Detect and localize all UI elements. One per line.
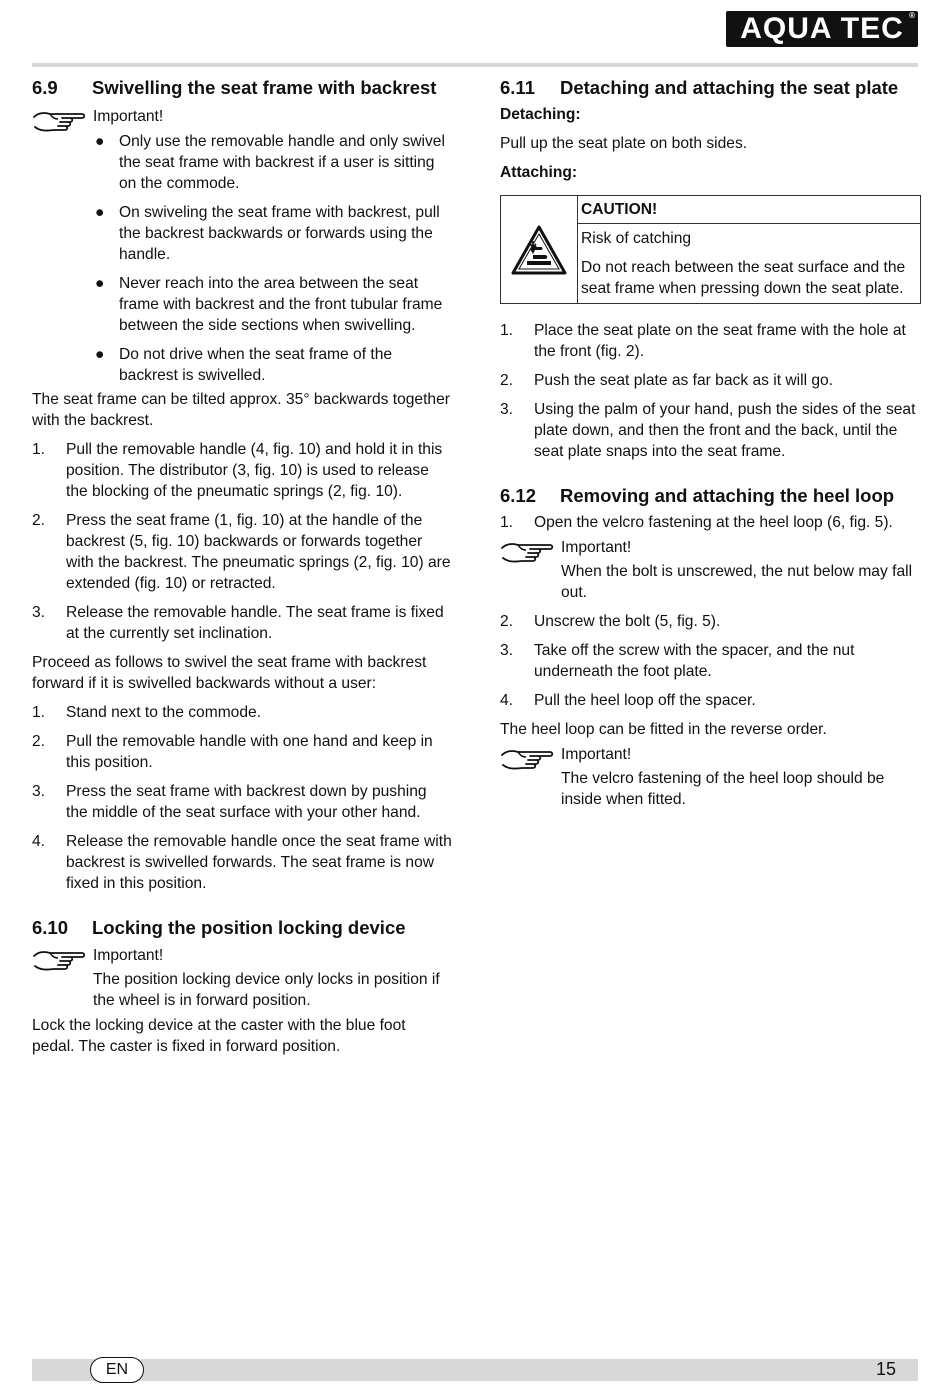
section-number: 6.12: [500, 485, 537, 506]
body-paragraph: Proceed as follows to swivel the seat frame with backrest forward if it is swivelled backwards without a user:: [32, 654, 427, 692]
bullet-text: Only use the removable handle and only swivel the seat frame with backrest if a user is sitting on the commode.: [119, 133, 445, 192]
step-item: [500, 512, 920, 533]
bullet-text: Do not drive when the seat frame of the backrest is swivelled.: [119, 346, 393, 384]
step-item: [32, 602, 452, 644]
right-column: [500, 76, 920, 810]
step-number: 3.: [500, 642, 514, 659]
step-number: 2.: [500, 613, 514, 630]
caution-box: [500, 195, 921, 304]
caution-text: Do not reach between the seat surface and the seat frame when pressing down the seat plate.: [581, 259, 906, 297]
language-badge: EN: [90, 1357, 144, 1383]
step-text: Place the seat plate on the seat frame with the hole at the front (fig. 2).: [534, 322, 906, 360]
bullet-text: On swiveling the seat frame with backrest, pull the backrest backwards or forwards using the handle.: [119, 204, 440, 263]
important-note: [32, 946, 452, 1011]
left-column: [32, 76, 452, 1057]
body-paragraph: The heel loop can be fitted in the reverse order.: [500, 721, 827, 738]
step-number: 2.: [500, 372, 514, 389]
pointing-hand-icon: [500, 538, 556, 568]
bullet-dot: ●: [95, 275, 105, 292]
section-6-9-heading: [32, 76, 452, 100]
list-item: [93, 344, 452, 386]
numbered-steps: [32, 702, 452, 894]
important-text: The velcro fastening of the heel loop should be inside when fitted.: [561, 770, 885, 808]
section-6-11-heading: [500, 76, 920, 100]
step-number: 1.: [500, 514, 514, 531]
caution-risk: Risk of catching: [581, 230, 692, 247]
list-item: [93, 202, 452, 265]
important-label: Important!: [561, 746, 632, 763]
section-number: 6.11: [500, 77, 535, 98]
section-title: Detaching and attaching the seat plate: [560, 77, 899, 98]
step-number: 2.: [32, 733, 46, 750]
step-number: 4.: [32, 833, 46, 850]
step-item: [32, 510, 452, 594]
footer-bar: [32, 1359, 918, 1381]
step-number: 3.: [500, 401, 514, 418]
caution-title: CAUTION!: [578, 196, 920, 224]
numbered-steps: [500, 512, 920, 533]
step-text: Pull the removable handle (4, fig. 10) and hold it in this position. The distributor (3, fig. 10) is used to release the blocking of the pneumatic springs (2, fig. 10).: [66, 441, 443, 500]
section-6-10-heading: [32, 916, 452, 940]
step-number: 4.: [500, 692, 514, 709]
pointing-hand-icon: [500, 745, 556, 775]
caution-icon-cell: [501, 196, 578, 303]
step-text: Using the palm of your hand, push the sides of the seat plate down, and then the front and the back, until the seat plate snaps into the seat frame.: [534, 401, 916, 460]
caution-text-cell: [578, 196, 920, 303]
numbered-steps: [500, 320, 920, 462]
hand-crush-warning-icon: [511, 225, 567, 275]
section-title: Swivelling the seat frame with backrest: [92, 77, 437, 98]
body-paragraph: The seat frame can be tilted approx. 35° backwards together with the backrest.: [32, 391, 450, 429]
step-item: [32, 702, 452, 723]
body-paragraph: Pull up the seat plate on both sides.: [500, 135, 748, 152]
important-note: [500, 745, 920, 810]
step-text: Release the removable handle. The seat frame is fixed at the currently set inclination.: [66, 604, 444, 642]
section-number: 6.10: [32, 917, 69, 938]
step-item: [32, 831, 452, 894]
important-label: Important!: [561, 539, 632, 556]
step-item: [500, 320, 920, 362]
subheading-detaching: Detaching:: [500, 106, 581, 123]
step-text: Take off the screw with the spacer, and the nut underneath the foot plate.: [534, 642, 855, 680]
bullet-dot: ●: [95, 346, 105, 363]
step-item: [500, 690, 920, 711]
bullet-text: Never reach into the area between the seat frame with backrest and the front tubular frame between the side sections when swivelling.: [119, 275, 443, 334]
brand-logo: [726, 11, 918, 47]
bullet-dot: ●: [95, 133, 105, 150]
pointing-hand-icon: [32, 946, 88, 976]
step-number: 1.: [32, 704, 46, 721]
step-item: [500, 370, 920, 391]
step-item: [500, 611, 920, 632]
step-item: [32, 439, 452, 502]
step-item: [500, 399, 920, 462]
step-text: Open the velcro fastening at the heel loop (6, fig. 5).: [534, 514, 893, 531]
step-text: Pull the removable handle with one hand and keep in this position.: [66, 733, 433, 771]
step-text: Press the seat frame (1, fig. 10) at the handle of the backrest (5, fig. 10) backwards or forwards together with the backrest. The pneumatic springs (2, fig. 10) are extended (fig. 10) or retracted.: [66, 512, 451, 592]
section-title: Locking the position locking device: [92, 917, 406, 938]
important-label: Important!: [93, 108, 164, 125]
bullet-dot: ●: [95, 204, 105, 221]
step-number: 2.: [32, 512, 46, 529]
subheading-attaching: Attaching:: [500, 164, 578, 181]
numbered-steps: [32, 439, 452, 644]
step-text: Push the seat plate as far back as it will go.: [534, 372, 834, 389]
step-number: 1.: [500, 322, 514, 339]
registered-mark: ®: [909, 11, 916, 20]
step-text: Press the seat frame with backrest down by pushing the middle of the seat surface with your other hand.: [66, 783, 427, 821]
step-item: [32, 781, 452, 823]
section-title: Removing and attaching the heel loop: [560, 485, 895, 506]
step-text: Release the removable handle once the seat frame with backrest is swivelled forwards. The seat frame is now fixed in this position.: [66, 833, 452, 892]
step-text: Stand next to the commode.: [66, 704, 262, 721]
list-item: [93, 131, 452, 194]
step-text: Pull the heel loop off the spacer.: [534, 692, 756, 709]
section-number: 6.9: [32, 77, 58, 98]
section-6-12-heading: [500, 484, 920, 508]
important-text: When the bolt is unscrewed, the nut below may fall out.: [561, 563, 913, 601]
list-item: [93, 273, 452, 336]
header-rule: [32, 63, 918, 67]
step-number: 3.: [32, 604, 46, 621]
important-note: [500, 538, 920, 603]
step-item: [500, 640, 920, 682]
brand-logo-text: AQUA TEC: [740, 12, 904, 45]
step-number: 1.: [32, 441, 46, 458]
important-label: Important!: [93, 947, 164, 964]
step-number: 3.: [32, 783, 46, 800]
step-text: Unscrew the bolt (5, fig. 5).: [534, 613, 721, 630]
important-text: The position locking device only locks in position if the wheel is in forward position.: [93, 971, 440, 1009]
numbered-steps: [500, 611, 920, 711]
page-number: 15: [876, 1359, 897, 1379]
step-item: [32, 731, 452, 773]
bullet-list: [93, 131, 452, 386]
body-paragraph: Lock the locking device at the caster with the blue foot pedal. The caster is fixed in forward position.: [32, 1017, 406, 1055]
pointing-hand-icon: [32, 107, 88, 137]
important-note: [32, 107, 452, 386]
